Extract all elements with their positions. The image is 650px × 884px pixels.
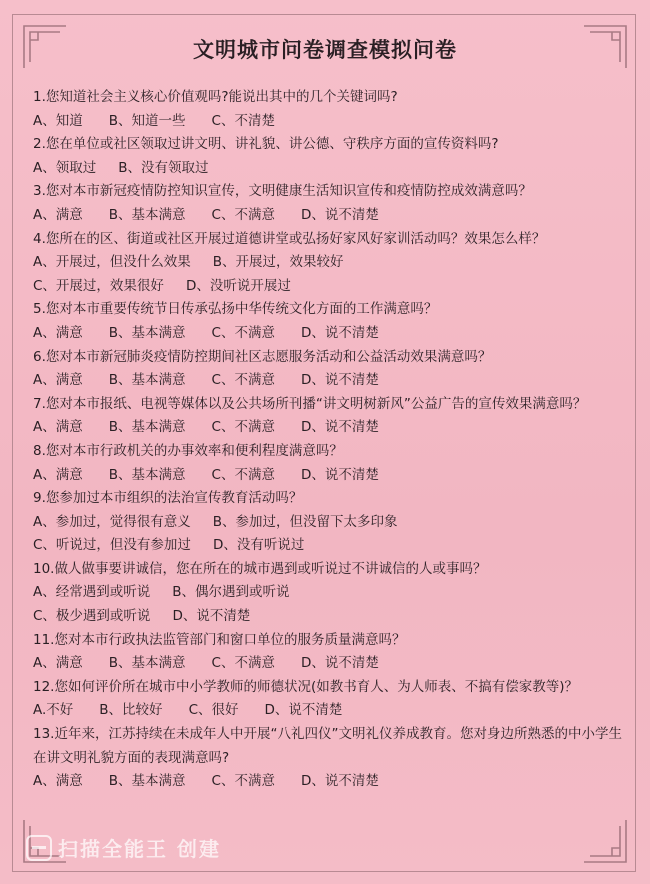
option-row [33, 605, 623, 629]
question-text: 12.您如何评价所在城市中小学教师的师德状况(如教书育人、为人师表、不搞有偿家教等)？ [33, 678, 579, 695]
option-row [33, 581, 623, 605]
question-text: 13.近年来，江苏持续在未成年人中开展“八礼四仪”文明礼仪养成教育。您对身边所熟悉的中小学生在讲文明礼貌方面的表现满意吗? [33, 726, 622, 766]
answer-option[interactable]: A、参加过，觉得很有意义 [33, 513, 191, 530]
answer-option[interactable]: B、基本满意 [108, 324, 186, 341]
answer-option[interactable]: A、满意 [33, 655, 83, 672]
question-text: 1.您知道社会主义核心价值观吗?能说出其中的几个关键词吗? [33, 89, 398, 105]
question-item [33, 346, 623, 393]
question-list [33, 86, 623, 794]
option-row [33, 770, 623, 794]
option-row [33, 416, 623, 440]
answer-option[interactable]: B、基本满意 [108, 372, 186, 389]
question-item [33, 180, 623, 227]
answer-option[interactable]: C、开展过，效果很好 [33, 277, 164, 294]
answer-option[interactable]: C、很好 [188, 702, 239, 719]
answer-option[interactable]: A、满意 [33, 466, 83, 483]
answer-option[interactable]: C、不满意 [211, 655, 275, 672]
answer-option[interactable]: A、开展过，但没什么效果 [33, 254, 191, 271]
answer-option[interactable]: A、满意 [33, 419, 83, 436]
answer-option[interactable]: B、基本满意 [108, 206, 186, 223]
question-item [33, 86, 623, 133]
question-text: 7.您对本市报纸、电视等媒体以及公共场所刊播“讲文明树新风”公益广告的宣传效果满意吗？ [33, 395, 587, 412]
answer-option[interactable]: D、没听说开展过 [185, 277, 291, 294]
answer-option[interactable]: B、知道一些 [108, 112, 186, 129]
question-item [33, 629, 623, 676]
answer-option[interactable]: A、满意 [33, 324, 83, 341]
option-row [33, 511, 623, 535]
answer-option[interactable]: A、经常遇到或听说 [33, 584, 151, 601]
answer-option[interactable]: C、不清楚 [211, 112, 275, 129]
option-row [33, 369, 623, 393]
option-row [33, 699, 623, 723]
answer-option[interactable]: C、不满意 [211, 466, 275, 483]
option-row [33, 110, 623, 134]
question-text: 11.您对本市行政执法监管部门和窗口单位的服务质量满意吗？ [33, 631, 406, 648]
option-row [33, 251, 623, 275]
question-item [33, 440, 623, 487]
question-item [33, 133, 623, 180]
answer-option[interactable]: B、没有领取过 [118, 159, 209, 176]
option-row [33, 157, 623, 181]
option-row [33, 652, 623, 676]
question-text: 2.您在单位或社区领取过讲文明、讲礼貌、讲公德、守秩序方面的宣传资料吗? [33, 136, 499, 153]
question-item [33, 298, 623, 345]
answer-option[interactable]: C、极少遇到或听说 [33, 608, 151, 625]
question-item [33, 487, 623, 558]
question-text: 10.做人做事要讲诚信，您在所在的城市遇到或听说过不讲诚信的人或事吗？ [33, 560, 487, 577]
answer-option[interactable]: D、说不清楚 [264, 702, 343, 719]
scanner-watermark [26, 833, 221, 862]
answer-option[interactable]: A、满意 [33, 773, 83, 790]
question-text: 8.您对本市行政机关的办事效率和便利程度满意吗？ [33, 442, 343, 459]
answer-option[interactable]: B、开展过，效果较好 [212, 254, 344, 271]
answer-option[interactable]: D、说不清楚 [300, 206, 379, 223]
question-item [33, 723, 623, 794]
question-item [33, 228, 623, 299]
question-text: 5.您对本市重要传统节日传承弘扬中华传统文化方面的工作满意吗？ [33, 301, 438, 318]
answer-option[interactable]: C、不满意 [211, 206, 275, 223]
option-row [33, 204, 623, 228]
answer-option[interactable]: A、满意 [33, 206, 83, 223]
answer-option[interactable]: C、听说过，但没有参加过 [33, 537, 191, 554]
question-text: 3.您对本市新冠疫情防控知识宣传，文明健康生活知识宣传和疫情防控成效满意吗？ [33, 183, 532, 200]
option-row [33, 275, 623, 299]
question-item [33, 558, 623, 629]
question-text: 4.您所在的区、街道或社区开展过道德讲堂或弘扬好家风好家训活动吗？效果怎么样？ [33, 230, 546, 247]
answer-option[interactable]: C、不满意 [211, 372, 275, 389]
answer-option[interactable]: B、偶尔遇到或听说 [172, 584, 290, 601]
page-title: 文明城市问卷调查模拟问卷 [193, 38, 457, 62]
question-item [33, 393, 623, 440]
answer-option[interactable]: D、没有听说过 [212, 537, 305, 554]
answer-option[interactable]: C、不满意 [211, 773, 275, 790]
answer-option[interactable]: D、说不清楚 [300, 466, 379, 483]
answer-option[interactable]: C、不满意 [211, 324, 275, 341]
answer-option[interactable]: D、说不清楚 [300, 324, 379, 341]
question-text: 9.您参加过本市组织的法治宣传教育活动吗？ [33, 490, 303, 507]
answer-option[interactable]: B、基本满意 [108, 655, 186, 672]
answer-option[interactable]: B、基本满意 [108, 419, 186, 436]
question-item [33, 676, 623, 723]
option-row [33, 464, 623, 488]
scanner-logo-icon [26, 835, 52, 861]
option-row [33, 534, 623, 558]
answer-option[interactable]: B、基本满意 [108, 773, 186, 790]
answer-option[interactable]: B、基本满意 [108, 466, 186, 483]
answer-option[interactable]: B、比较好 [99, 702, 163, 719]
answer-option[interactable]: A.不好 [33, 702, 74, 719]
answer-option[interactable]: A、领取过 [33, 159, 97, 176]
answer-option[interactable]: D、说不清楚 [300, 773, 379, 790]
question-text: 6.您对本市新冠肺炎疫情防控期间社区志愿服务活动和公益活动效果满意吗？ [33, 348, 492, 365]
option-row [33, 322, 623, 346]
corner-ornament-icon [582, 818, 628, 864]
answer-option[interactable]: B、参加过，但没留下太多印象 [212, 513, 398, 530]
answer-option[interactable]: D、说不清楚 [172, 608, 251, 625]
answer-option[interactable]: A、知道 [33, 112, 83, 129]
answer-option[interactable]: D、说不清楚 [300, 655, 379, 672]
answer-option[interactable]: D、说不清楚 [300, 372, 379, 389]
watermark-text: 扫描全能王 创建 [58, 837, 221, 861]
answer-option[interactable]: A、满意 [33, 372, 83, 389]
answer-option[interactable]: D、说不清楚 [300, 419, 379, 436]
answer-option[interactable]: C、不满意 [211, 419, 275, 436]
